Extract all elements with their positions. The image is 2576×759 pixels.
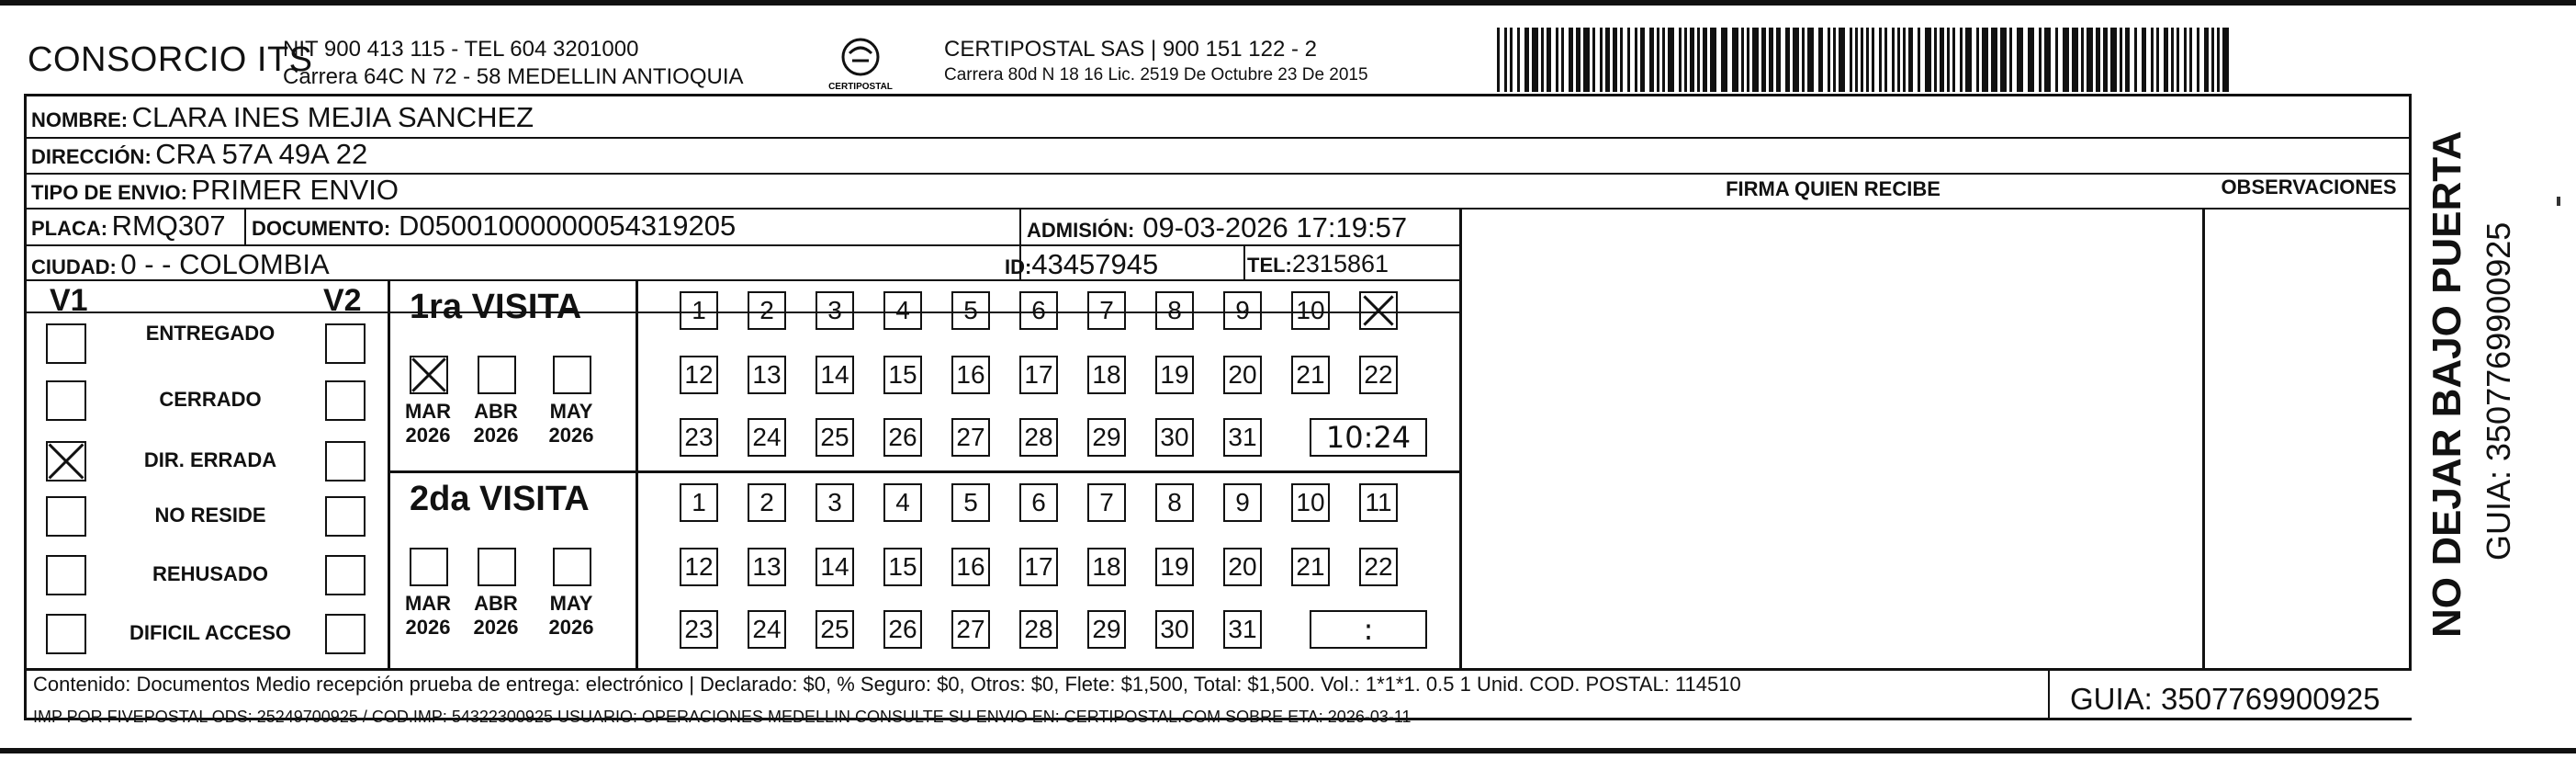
day-box[interactable]: 31 — [1223, 418, 1262, 457]
month-label: ABR — [474, 400, 518, 423]
day-box[interactable]: 12 — [680, 356, 718, 394]
v1-checkbox[interactable] — [46, 323, 86, 364]
year-label: 2026 — [405, 424, 451, 447]
tipo-envio-label: TIPO DE ENVIO: — [31, 181, 187, 204]
day-box[interactable]: 30 — [1155, 418, 1194, 457]
status-reason-label: ENTREGADO — [145, 322, 276, 345]
day-box[interactable]: 20 — [1223, 356, 1262, 394]
day-box[interactable]: 26 — [883, 418, 922, 457]
day-box[interactable]: 29 — [1087, 418, 1126, 457]
time-box[interactable]: 10:24 — [1310, 418, 1427, 457]
day-box[interactable]: 6 — [1019, 483, 1058, 522]
address-line: Carrera 64C N 72 - 58 MEDELLIN ANTIOQUIA — [283, 64, 744, 89]
month-checkbox-mar[interactable] — [410, 356, 448, 394]
day-box[interactable]: 10 — [1291, 483, 1330, 522]
day-box[interactable]: 2 — [748, 291, 786, 330]
tipo-envio-row — [31, 174, 399, 207]
ciudad-value: 0 - - COLOMBIA — [120, 248, 330, 280]
day-box[interactable] — [1359, 291, 1398, 330]
side-guia: GUIA: 3507769900925 — [2480, 221, 2517, 561]
placa-field — [31, 210, 226, 243]
day-box[interactable]: 1 — [680, 483, 718, 522]
v1-checkbox[interactable] — [46, 555, 86, 595]
day-box[interactable]: 18 — [1087, 356, 1126, 394]
month-label: MAR — [404, 592, 452, 615]
v1-checkbox[interactable] — [46, 441, 86, 481]
id-value: 43457945 — [1031, 248, 1159, 280]
month-label: ABR — [474, 592, 518, 615]
day-box[interactable]: 27 — [951, 418, 990, 457]
tipo-envio-value: PRIMER ENVIO — [191, 174, 399, 206]
id-field — [1005, 248, 1158, 281]
certipostal-logo-icon — [819, 33, 902, 92]
signature-area[interactable] — [1462, 210, 2204, 666]
v1-header: V1 — [50, 283, 88, 318]
day-box[interactable]: 19 — [1155, 548, 1194, 586]
day-box[interactable]: 29 — [1087, 610, 1126, 649]
month-checkbox-abr[interactable] — [478, 356, 516, 394]
status-reason-label: CERRADO — [159, 388, 262, 411]
day-box[interactable]: 3 — [816, 291, 854, 330]
admision-value: 09-03-2026 17:19:57 — [1142, 211, 1408, 244]
day-box[interactable]: 1 — [680, 291, 718, 330]
certipostal-line: CERTIPOSTAL SAS | 900 151 122 - 2 — [944, 37, 1317, 62]
v1-checkbox[interactable] — [46, 380, 86, 421]
day-box[interactable]: 16 — [951, 548, 990, 586]
day-box[interactable]: 28 — [1019, 610, 1058, 649]
day-box[interactable]: 23 — [680, 610, 718, 649]
v2-checkbox[interactable] — [325, 323, 366, 364]
tel-value: 2315861 — [1291, 250, 1389, 278]
day-box[interactable]: 23 — [680, 418, 718, 457]
admision-field — [1027, 211, 1407, 244]
day-box[interactable]: 19 — [1155, 356, 1194, 394]
visit-2-title: 2da VISITA — [410, 480, 590, 518]
nombre-value: CLARA INES MEJIA SANCHEZ — [131, 101, 534, 133]
day-box[interactable]: 24 — [748, 610, 786, 649]
v2-checkbox[interactable] — [325, 380, 366, 421]
day-box[interactable]: 25 — [816, 610, 854, 649]
bottom-border — [0, 748, 2576, 753]
barcode-icon — [1497, 28, 2232, 92]
day-box[interactable]: 13 — [748, 548, 786, 586]
day-box[interactable]: 14 — [816, 356, 854, 394]
status-reason-label: DIFICIL ACCESO — [129, 621, 291, 644]
direccion-label: DIRECCIÓN: — [31, 145, 152, 168]
observations-area[interactable] — [2206, 210, 2412, 666]
day-box[interactable]: 6 — [1019, 291, 1058, 330]
day-box[interactable]: 10 — [1291, 291, 1330, 330]
day-box[interactable]: 9 — [1223, 291, 1262, 330]
day-box[interactable]: 7 — [1087, 291, 1126, 330]
day-box[interactable]: 5 — [951, 291, 990, 330]
day-box[interactable]: 17 — [1019, 548, 1058, 586]
day-box[interactable]: 20 — [1223, 548, 1262, 586]
brand-name: CONSORCIO ITS — [28, 40, 313, 79]
v2-checkbox[interactable] — [325, 555, 366, 595]
v2-header: V2 — [323, 283, 362, 318]
firma-header: FIRMA QUIEN RECIBE — [1726, 177, 1940, 200]
day-box[interactable]: 24 — [748, 418, 786, 457]
day-box[interactable]: 25 — [816, 418, 854, 457]
certipostal-address: Carrera 80d N 18 16 Lic. 2519 De Octubre 23 De 2015 — [944, 65, 1368, 85]
year-label: 2026 — [473, 616, 519, 639]
day-box[interactable]: 16 — [951, 356, 990, 394]
id-label: ID: — [1005, 255, 1032, 278]
v2-checkbox[interactable] — [325, 496, 366, 537]
day-box[interactable]: 22 — [1359, 548, 1398, 586]
logo-text: CERTIPOSTAL — [828, 82, 893, 92]
day-box[interactable]: 30 — [1155, 610, 1194, 649]
admision-label: ADMISIÓN: — [1027, 219, 1135, 242]
month-checkbox-may[interactable] — [553, 356, 591, 394]
day-box[interactable]: 31 — [1223, 610, 1262, 649]
direccion-row — [31, 138, 367, 171]
year-label: 2026 — [548, 424, 594, 447]
documento-field — [252, 210, 736, 243]
status-reason-label: NO RESIDE — [154, 504, 266, 527]
day-box[interactable]: 2 — [748, 483, 786, 522]
day-box[interactable]: 12 — [680, 548, 718, 586]
contenido-line: Contenido: Documentos Medio recepción prueba de entrega: electrónico | Declarado: $0, % Seguro: $0, Otros: $0, Flete: $1,500, Total: $1,500. Vol.: 1*1*1. 0.5 1 Unid. COD. POSTAL: 114510 — [33, 673, 1741, 696]
day-box[interactable]: 26 — [883, 610, 922, 649]
day-box[interactable]: 17 — [1019, 356, 1058, 394]
day-box[interactable]: 18 — [1087, 548, 1126, 586]
status-reason-label: REHUSADO — [152, 562, 268, 585]
day-box[interactable]: 7 — [1087, 483, 1126, 522]
day-box[interactable]: 15 — [883, 356, 922, 394]
v1-checkbox[interactable] — [46, 496, 86, 537]
nombre-row — [31, 101, 534, 134]
visit-1-title: 1ra VISITA — [410, 288, 582, 326]
day-box[interactable]: 28 — [1019, 418, 1058, 457]
status-reason-label: DIR. ERRADA — [143, 448, 277, 471]
documento-value: D05001000000054319205 — [399, 210, 737, 242]
direccion-value: CRA 57A 49A 22 — [155, 138, 368, 170]
ciudad-field — [31, 248, 330, 281]
month-label: MAY — [549, 592, 593, 615]
month-checkbox-abr[interactable] — [478, 548, 516, 586]
month-checkbox-mar[interactable] — [410, 548, 448, 586]
side-notice: NO DEJAR BAJO PUERTA — [2424, 130, 2469, 638]
day-box[interactable]: 21 — [1291, 356, 1330, 394]
day-box[interactable]: 8 — [1155, 291, 1194, 330]
nit-line: NIT 900 413 115 - TEL 604 3201000 — [283, 37, 639, 62]
top-border — [0, 0, 2576, 6]
observaciones-header: OBSERVACIONES — [2221, 176, 2397, 198]
nombre-label: NOMBRE: — [31, 108, 129, 131]
scan-speck — [2557, 197, 2560, 206]
v1-checkbox[interactable] — [46, 614, 86, 654]
v2-checkbox[interactable] — [325, 441, 366, 481]
time-box[interactable]: : — [1310, 610, 1427, 649]
tel-field — [1247, 250, 1389, 278]
tel-label: TEL: — [1247, 254, 1292, 277]
month-checkbox-may[interactable] — [553, 548, 591, 586]
v2-checkbox[interactable] — [325, 614, 366, 654]
day-box[interactable]: 27 — [951, 610, 990, 649]
day-box[interactable]: 5 — [951, 483, 990, 522]
day-box[interactable]: 14 — [816, 548, 854, 586]
day-box[interactable]: 3 — [816, 483, 854, 522]
day-box[interactable]: 15 — [883, 548, 922, 586]
day-box[interactable]: 22 — [1359, 356, 1398, 394]
day-box[interactable]: 4 — [883, 483, 922, 522]
ciudad-label: CIUDAD: — [31, 255, 117, 278]
day-box[interactable]: 8 — [1155, 483, 1194, 522]
guia-footer: GUIA: 3507769900925 — [2070, 682, 2380, 716]
placa-value: RMQ307 — [111, 210, 226, 242]
day-box[interactable]: 4 — [883, 291, 922, 330]
year-label: 2026 — [405, 616, 451, 639]
day-box[interactable]: 11 — [1359, 483, 1398, 522]
day-box[interactable]: 9 — [1223, 483, 1262, 522]
day-box[interactable]: 13 — [748, 356, 786, 394]
month-label: MAR — [404, 400, 452, 423]
year-label: 2026 — [548, 616, 594, 639]
imp-line: IMP POR FIVEPOSTAL ODS: 25249700925 / COD.IMP: 54322300925 USUARIO: OPERACIONES MEDELLIN CONSULTE SU ENVIO EN: CERTIPOSTAL.COM SOBRE ETA: 2026-03-11 — [33, 708, 1412, 726]
placa-label: PLACA: — [31, 217, 108, 240]
year-label: 2026 — [473, 424, 519, 447]
documento-label: DOCUMENTO: — [252, 217, 391, 240]
day-box[interactable]: 21 — [1291, 548, 1330, 586]
month-label: MAY — [549, 400, 593, 423]
